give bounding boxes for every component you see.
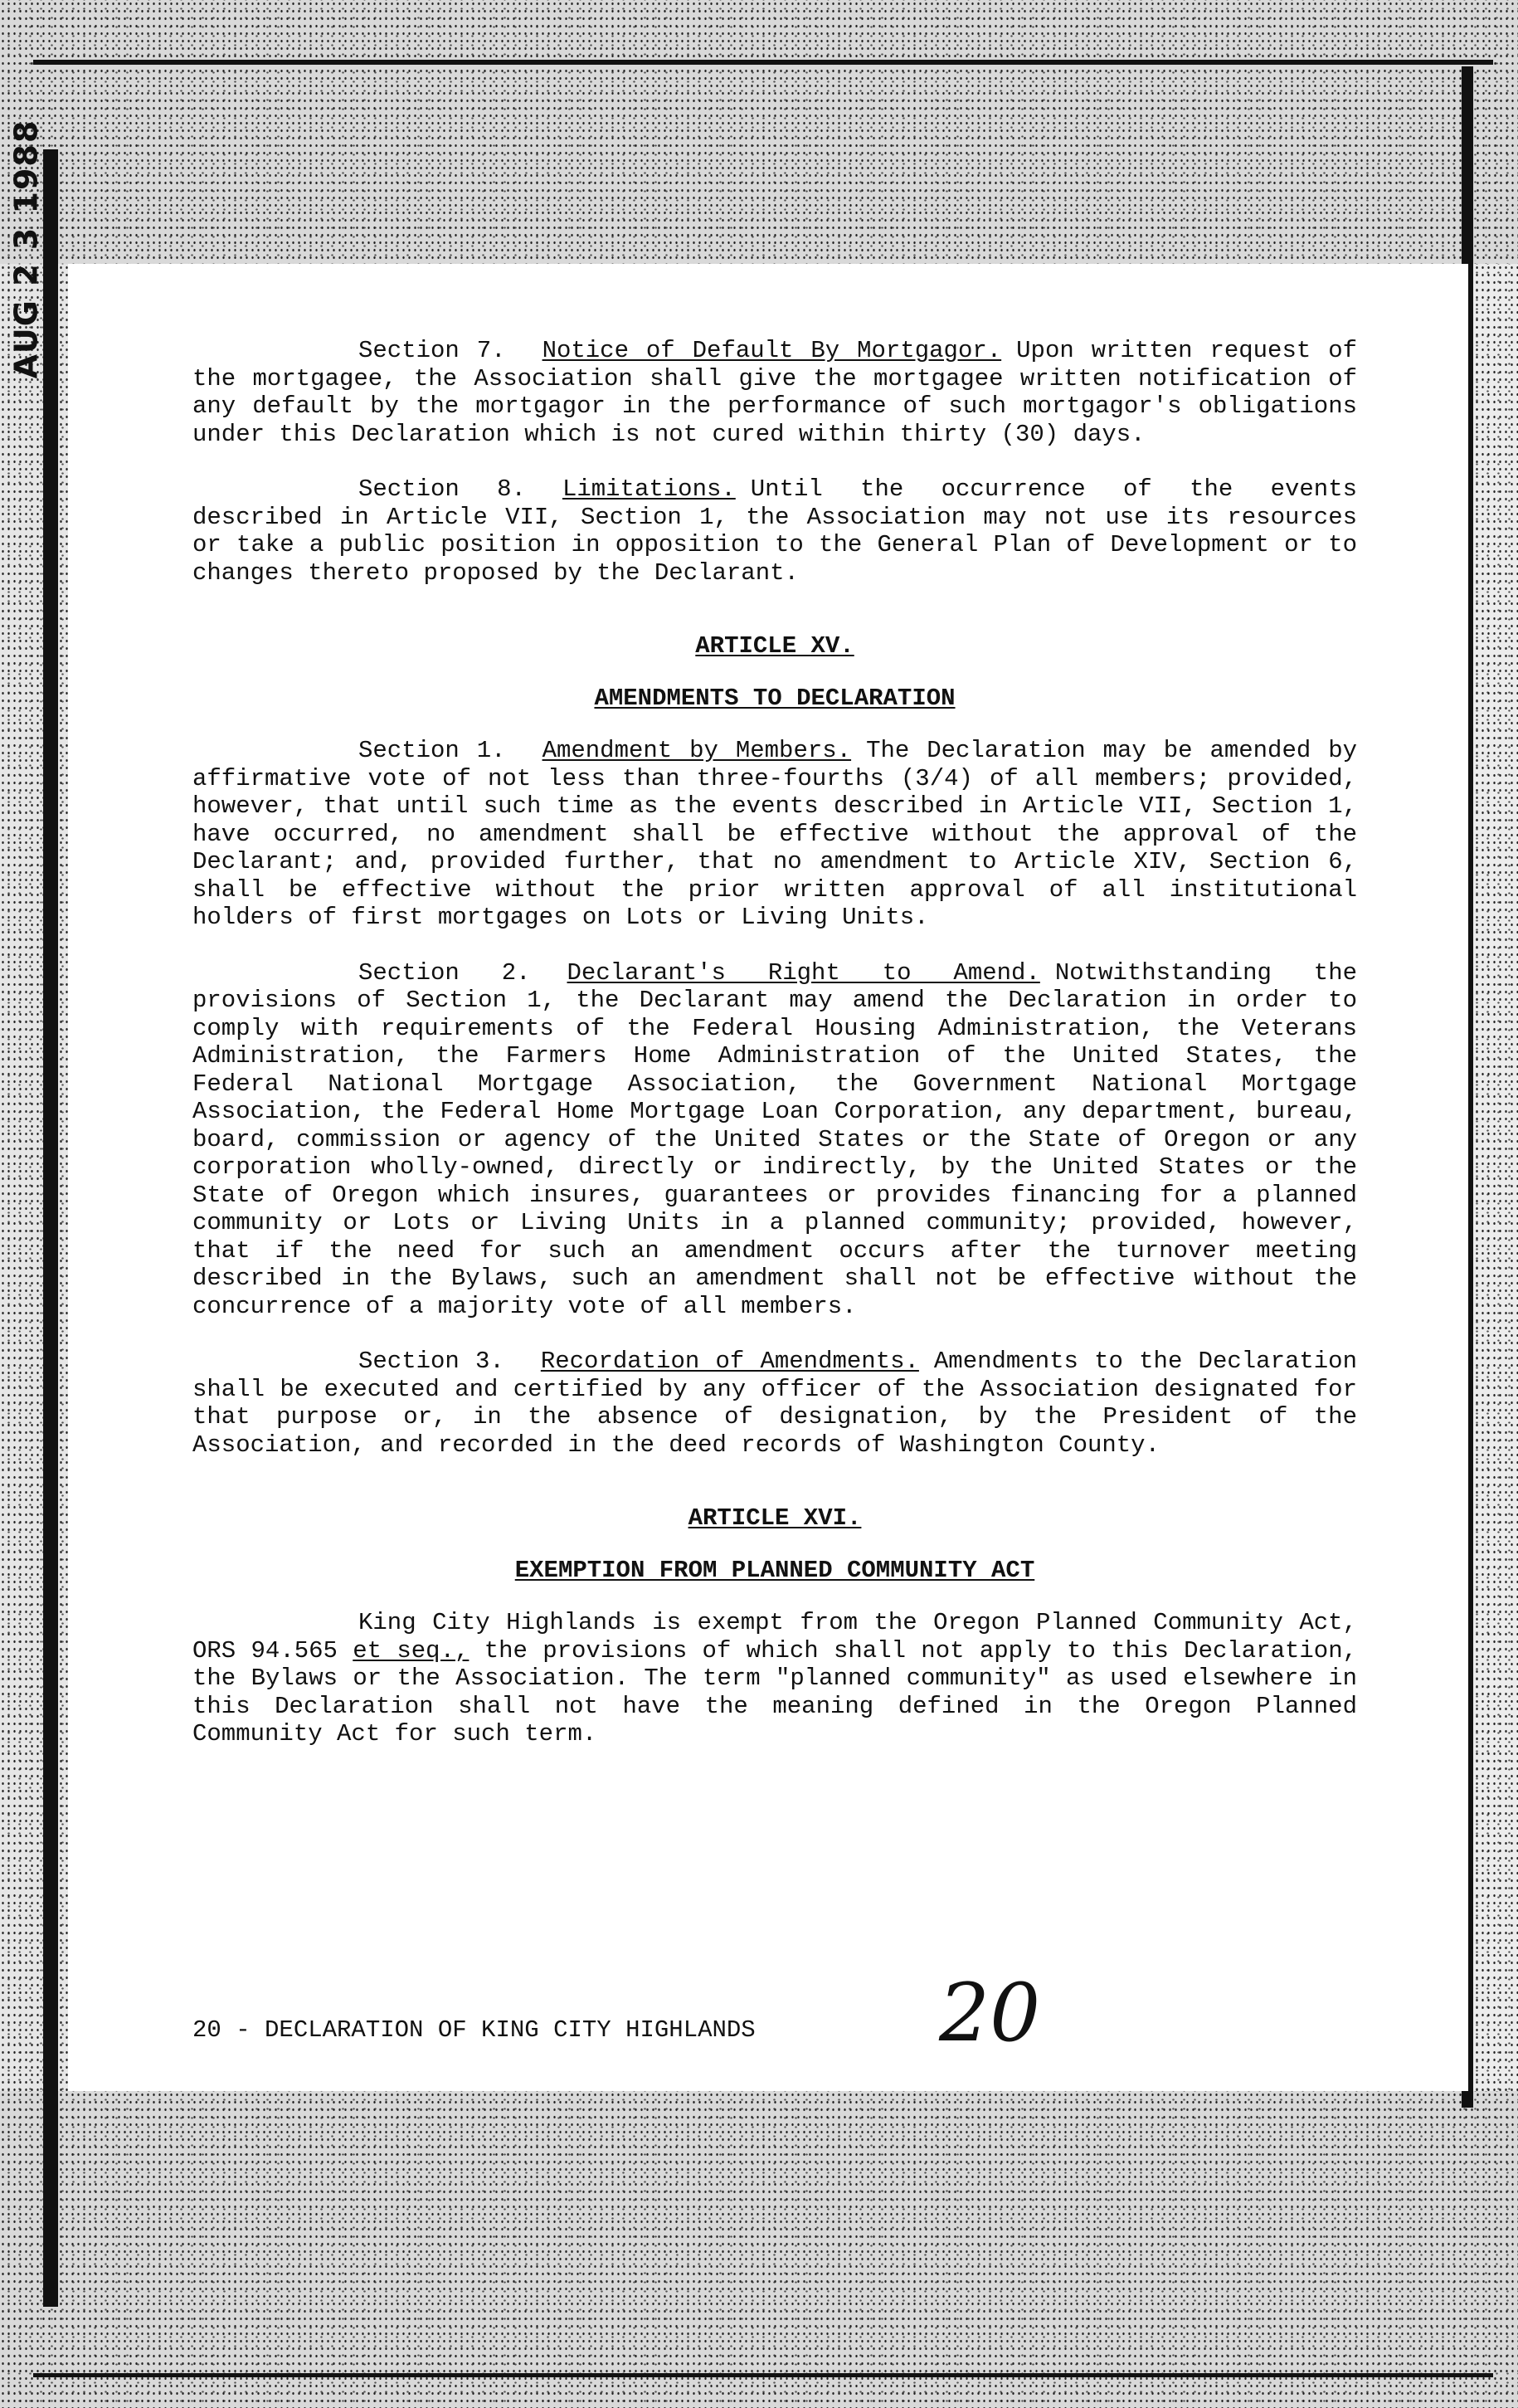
section-title: Notice of Default By Mortgagor.: [542, 337, 1002, 364]
section-body: Upon written request of the mortgagee, the Association shall give the mortgagee written notification of any default by the mortgagor in the performance of such mortgagor's obligations under this Declaration which is not cured within thirty (30) days.: [192, 337, 1357, 448]
section-body: Notwithstanding the provisions of Section 1, the Declarant may amend the Declaration in order to comply with requirements of the Federal Housing Administration, the Veterans Administration, the Farmers Home Administration of the United States, the Federal National Mortgage Association, the Government National Mortgage Association, the Federal Home Mortgage Loan Corporation, any department, bureau, board, commission or agency of the United States or the State of Oregon or any corporation wholly-owned, directly or indirectly, by the United States or the State of Oregon which insures, guarantees or provides financing for a planned community or Lots or Living Units in a planned community; provided, however, that if the need for such an amendment occurs after the turnover meeting described in the Bylaws, such an amendment shall not be effective without the concurrence of a majority vote of all members.: [192, 958, 1357, 1320]
section-body: The Declaration may be amended by affirmative vote of not less than three-fourths (3/4) of all members; provided, however, that until such time as the events described in Article VII, Section 1, have occurred, no amendment shall be effective without the approval of the Declarant; and, provided further, that no amendment to Article XIV, Section 6, shall be effective without the prior written approval of all institutional holders of first mortgages on Lots or Living Units.: [192, 737, 1357, 931]
page-content: [192, 337, 1357, 1776]
section-7-paragraph: [192, 337, 1357, 448]
page-footer: 20 - DECLARATION OF KING CITY HIGHLANDS: [192, 2016, 756, 2044]
section-body: Amendments to the Declaration shall be executed and certified by any officer of the Association designated for that purpose or, in the absence of designation, by the President of the Association, and recorded in the deed records of Washington County.: [192, 1348, 1357, 1459]
document-page: [68, 264, 1468, 2091]
section-number: Section 8.: [358, 475, 526, 503]
article-xv-section-1: [192, 737, 1357, 932]
article-xv-subheading: AMENDMENTS TO DECLARATION: [594, 685, 956, 712]
article-xv-section-3: [192, 1348, 1357, 1459]
scan-noise-top: [0, 0, 1518, 264]
section-title: Amendment by Members.: [542, 737, 852, 764]
section-title: Limitations.: [562, 475, 736, 503]
exemption-text-start: King City Highlands is exempt from the Oregon Planned Community Act, ORS 94.565: [192, 1609, 1357, 1665]
article-xvi-paragraph: [192, 1609, 1357, 1748]
article-xv-section-2: [192, 959, 1357, 1321]
scan-edge-bottom: [33, 2373, 1493, 2377]
section-body: Until the occurrence of the events described in Article VII, Section 1, the Association may not use its resources or take a public position in opposition to the General Plan of Development or to changes thereto proposed by the Declarant.: [192, 475, 1357, 587]
section-8-paragraph: [192, 475, 1357, 587]
section-title: Declarant's Right to Amend.: [567, 958, 1040, 987]
section-number: Section 2.: [358, 958, 531, 987]
article-xvi-heading: ARTICLE XVI.: [688, 1504, 862, 1532]
section-title: Recordation of Amendments.: [540, 1348, 919, 1375]
scan-noise-bottom: [0, 2091, 1518, 2408]
scan-noise-right: [1468, 264, 1518, 2091]
section-number: Section 3.: [358, 1348, 504, 1375]
recording-date-stamp: [5, 119, 46, 379]
article-xvi-subheading: EXEMPTION FROM PLANNED COMMUNITY ACT: [514, 1557, 1035, 1584]
scan-edge-top: [33, 60, 1493, 65]
section-number: Section 7.: [358, 337, 506, 364]
handwritten-page-number: 20: [939, 1967, 1041, 2059]
section-number: Section 1.: [358, 737, 506, 764]
exemption-text-end: the provisions of which shall not apply to this Declaration, the Bylaws or the Association. The term "planned community" as used elsewhere in this Declaration shall not have the meaning defined in the Oregon Planned Community Act for such term.: [192, 1636, 1358, 1748]
et-seq-citation: et seq.,: [353, 1636, 470, 1665]
article-xv-heading: ARTICLE XV.: [695, 632, 854, 660]
scan-edge-left: [43, 149, 58, 2307]
stamp-text: AUG 2 3 1988: [7, 119, 44, 379]
